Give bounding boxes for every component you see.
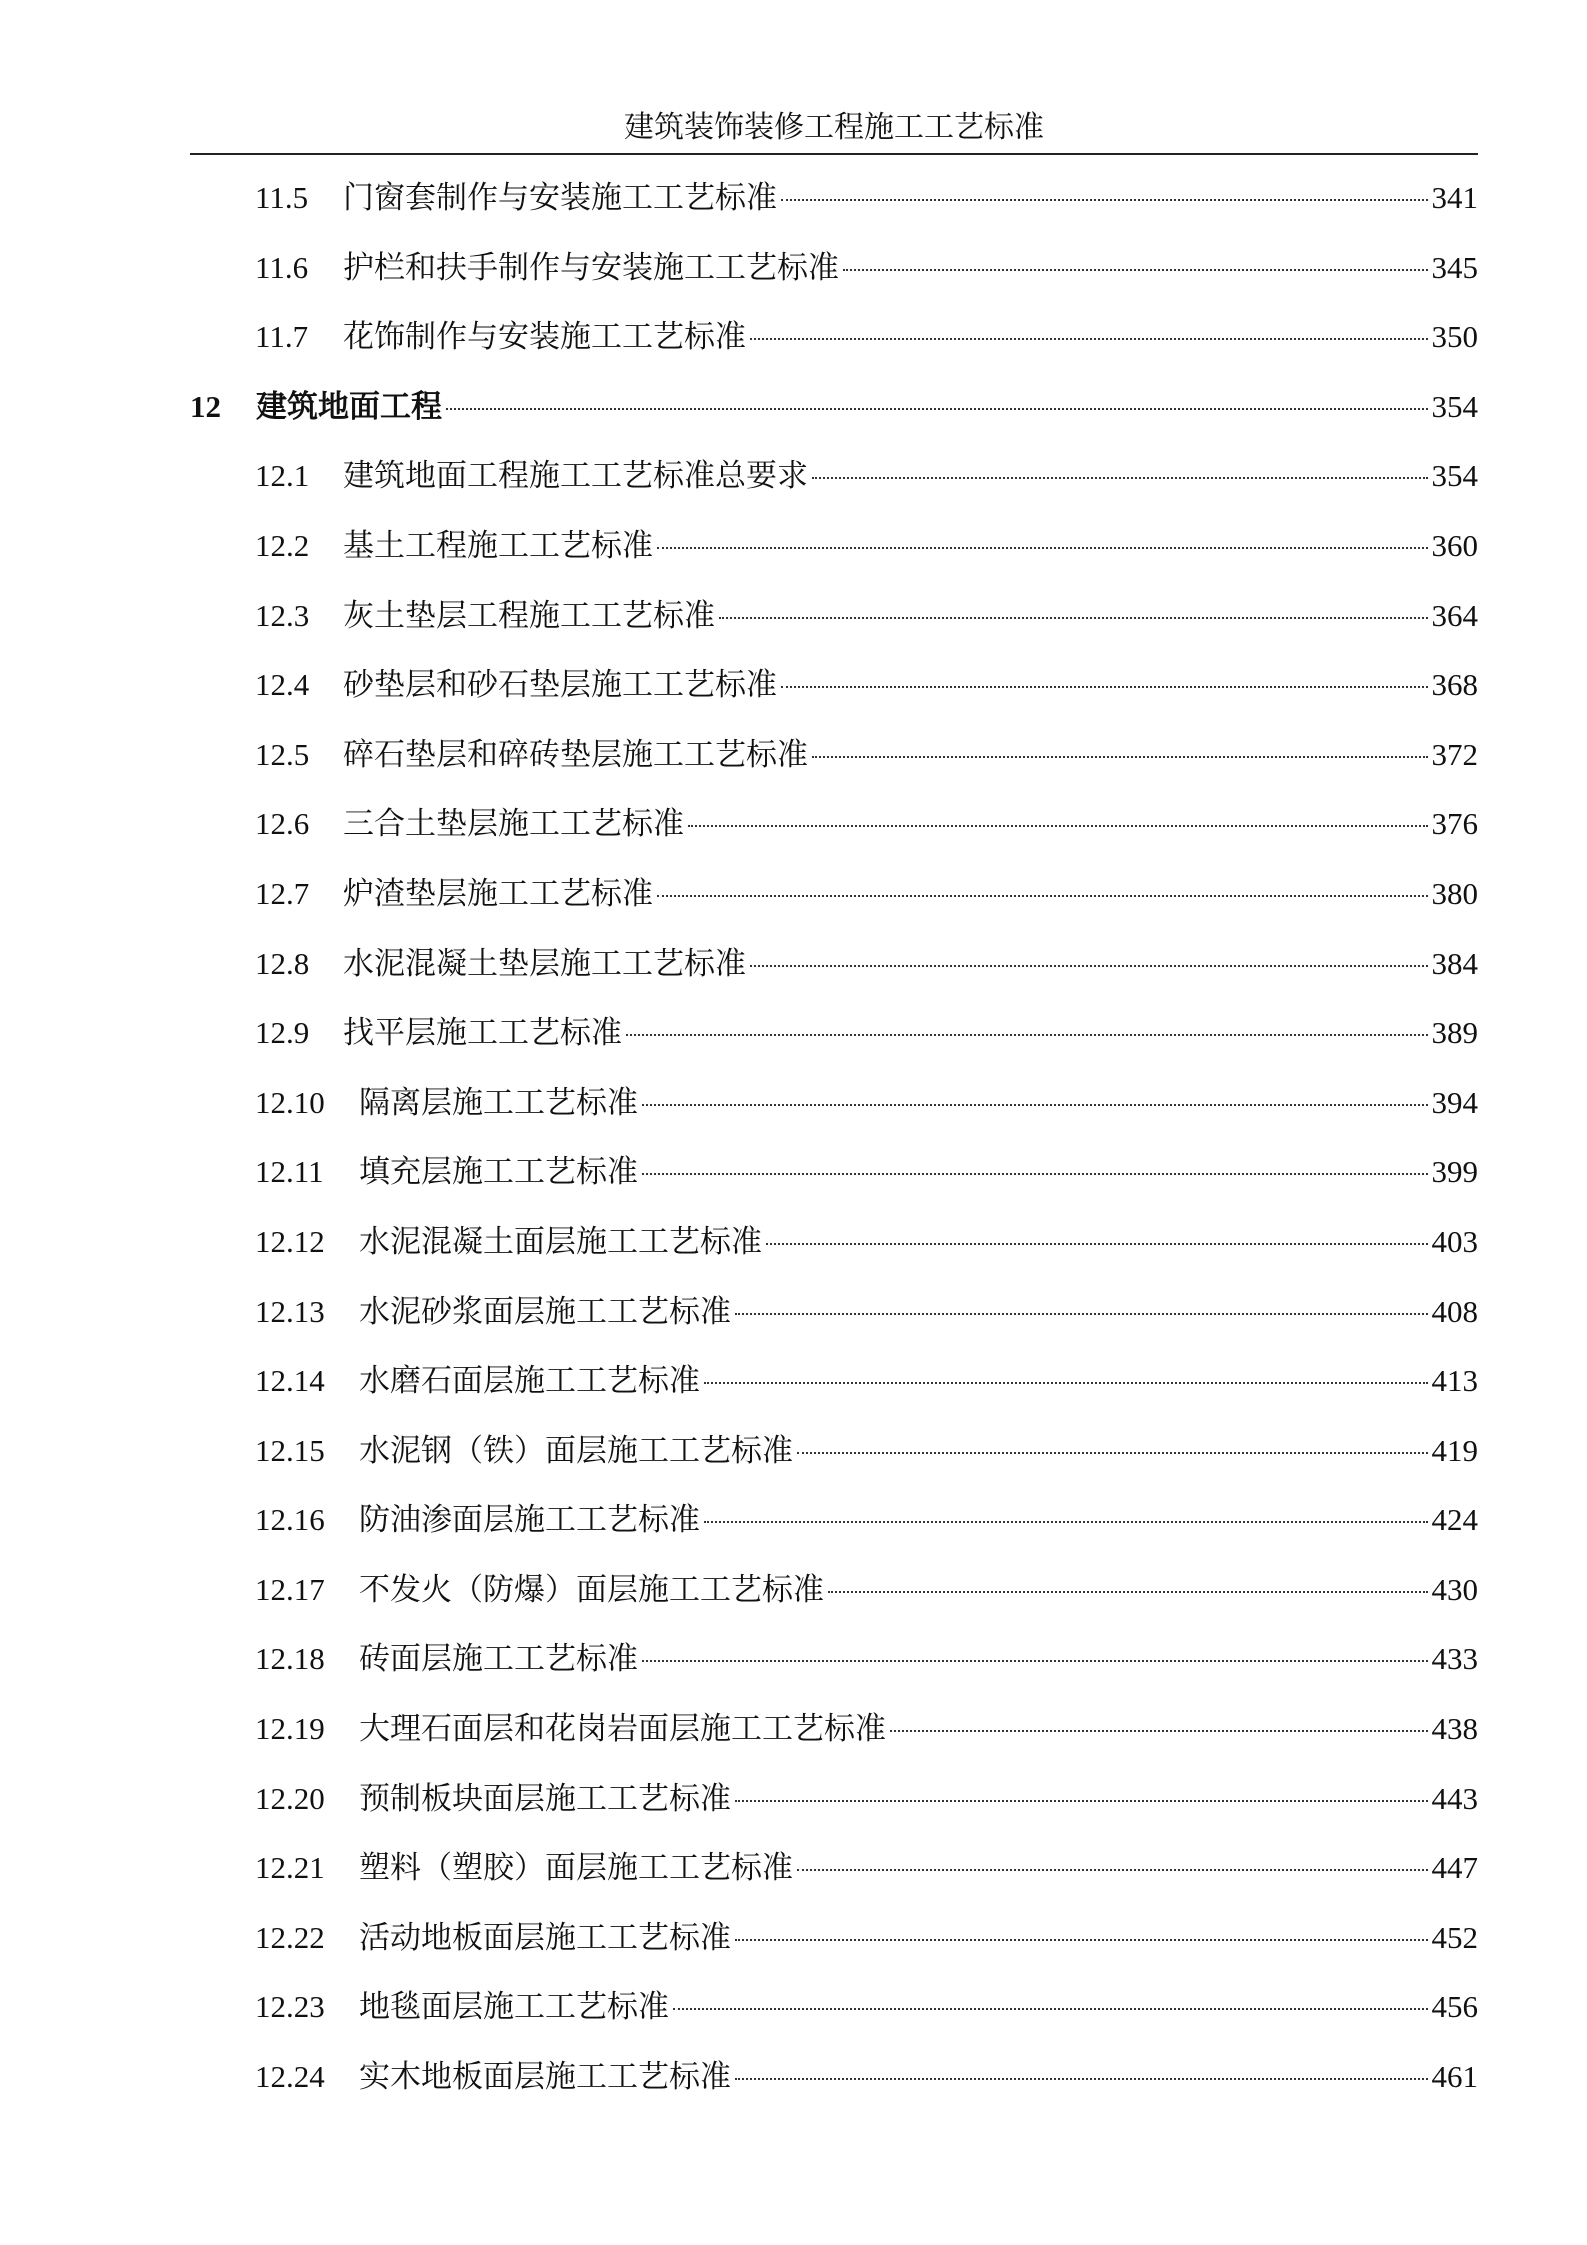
toc-section-entry[interactable] [190, 1152, 1478, 1222]
toc-page-number: 394 [1431, 1084, 1478, 1120]
toc-entry-title: 水泥砂浆面层施工工艺标准 [359, 1293, 731, 1330]
toc-entry-number: 11.7 [255, 319, 309, 355]
toc-dot-leader [704, 1521, 1428, 1523]
toc-section-entry[interactable] [190, 1709, 1478, 1779]
toc-entry-title: 塑料（塑胶）面层施工工艺标准 [359, 1850, 793, 1887]
toc-section-entry[interactable] [190, 1987, 1478, 2057]
toc-page-number: 443 [1431, 1780, 1478, 1816]
toc-entry-title: 隔离层施工工艺标准 [359, 1084, 638, 1121]
toc-entry-number: 12.6 [255, 806, 310, 842]
toc-entry-number: 12.7 [255, 875, 310, 911]
toc-section-entry[interactable] [190, 1222, 1478, 1292]
toc-dot-leader [750, 965, 1428, 967]
toc-entry-number: 12.3 [255, 597, 310, 633]
toc-section-entry[interactable] [190, 1083, 1478, 1153]
toc-entry-number: 12.22 [255, 1919, 325, 1955]
toc-page-number: 430 [1431, 1571, 1478, 1607]
toc-entry-number: 12.2 [255, 527, 310, 563]
toc-page-number: 389 [1431, 1015, 1478, 1051]
toc-entry-title: 实木地板面层施工工艺标准 [359, 2059, 731, 2096]
toc-entry-title: 砂垫层和砂石垫层施工工艺标准 [343, 667, 777, 704]
toc-section-entry[interactable] [190, 1431, 1478, 1501]
header-rule [190, 153, 1478, 155]
toc-entry-title: 填充层施工工艺标准 [359, 1154, 638, 1191]
toc-dot-leader [626, 1034, 1428, 1036]
toc-page-number: 456 [1431, 1989, 1478, 2025]
toc-section-entry[interactable] [190, 1013, 1478, 1083]
toc-page-number: 433 [1431, 1641, 1478, 1677]
toc-chapter-entry[interactable] [190, 387, 1478, 457]
toc-section-entry[interactable] [190, 526, 1478, 596]
toc-page-number: 345 [1431, 249, 1478, 285]
toc-page-number: 403 [1431, 1223, 1478, 1259]
toc-section-entry[interactable] [190, 596, 1478, 666]
toc-section-entry[interactable] [190, 1848, 1478, 1918]
toc-page-number: 408 [1431, 1293, 1478, 1329]
toc-page-number: 372 [1431, 736, 1478, 772]
table-of-contents [190, 178, 1478, 2127]
toc-entry-number: 12.16 [255, 1502, 325, 1538]
toc-section-entry[interactable] [190, 1292, 1478, 1362]
toc-page-number: 424 [1431, 1502, 1478, 1538]
toc-dot-leader [828, 1591, 1428, 1593]
toc-entry-number: 12.10 [255, 1084, 325, 1120]
toc-page-number: 364 [1431, 597, 1478, 633]
toc-entry-title: 碎石垫层和碎砖垫层施工工艺标准 [343, 736, 808, 773]
toc-section-entry[interactable] [190, 804, 1478, 874]
toc-dot-leader [890, 1730, 1428, 1732]
toc-entry-number: 12.4 [255, 667, 310, 703]
toc-dot-leader [704, 1382, 1428, 1384]
toc-entry-title: 灰土垫层工程施工工艺标准 [343, 597, 715, 634]
toc-entry-title: 炉渣垫层施工工艺标准 [343, 875, 653, 912]
toc-dot-leader [642, 1173, 1428, 1175]
toc-dot-leader [735, 1800, 1428, 1802]
toc-section-entry[interactable] [190, 1500, 1478, 1570]
toc-dot-leader [843, 269, 1428, 271]
toc-section-entry[interactable] [190, 1361, 1478, 1431]
toc-page-number: 368 [1431, 667, 1478, 703]
toc-entry-title: 预制板块面层施工工艺标准 [359, 1780, 731, 1817]
toc-entry-title: 大理石面层和花岗岩面层施工工艺标准 [359, 1711, 886, 1748]
toc-page-number: 354 [1431, 458, 1478, 494]
toc-page-number: 341 [1431, 180, 1478, 215]
toc-entry-title: 水泥混凝土面层施工工艺标准 [359, 1223, 762, 1260]
toc-dot-leader [781, 686, 1428, 688]
toc-page-number: 380 [1431, 875, 1478, 911]
toc-entry-number: 12.1 [255, 458, 310, 494]
toc-entry-title: 水泥混凝土垫层施工工艺标准 [343, 945, 746, 982]
toc-entry-title: 护栏和扶手制作与安装施工工艺标准 [343, 249, 839, 286]
toc-entry-title: 花饰制作与安装施工工艺标准 [343, 319, 746, 356]
toc-entry-number: 11.5 [255, 180, 309, 215]
toc-section-entry[interactable] [190, 1779, 1478, 1849]
toc-entry-title: 建筑地面工程 [256, 388, 442, 425]
toc-section-entry[interactable] [190, 456, 1478, 526]
toc-section-entry[interactable] [190, 248, 1478, 318]
toc-entry-number: 12.24 [255, 2059, 325, 2095]
toc-dot-leader [812, 477, 1428, 479]
toc-entry-title: 基土工程施工工艺标准 [343, 527, 653, 564]
toc-dot-leader [735, 1939, 1428, 1941]
toc-page-number: 461 [1431, 2059, 1478, 2095]
toc-page-number: 360 [1431, 527, 1478, 563]
toc-section-entry[interactable] [190, 1918, 1478, 1988]
toc-section-entry[interactable] [190, 2057, 1478, 2127]
toc-entry-number: 12.14 [255, 1363, 325, 1399]
toc-page-number: 438 [1431, 1711, 1478, 1747]
toc-dot-leader [797, 1452, 1428, 1454]
toc-entry-title: 建筑地面工程施工工艺标准总要求 [343, 458, 808, 495]
toc-entry-title: 防油渗面层施工工艺标准 [359, 1502, 700, 1539]
toc-dot-leader [781, 199, 1428, 201]
toc-entry-number: 12.17 [255, 1571, 325, 1607]
toc-entry-number: 12.20 [255, 1780, 325, 1816]
toc-dot-leader [735, 2078, 1428, 2080]
toc-section-entry[interactable] [190, 735, 1478, 805]
toc-dot-leader [797, 1869, 1428, 1871]
toc-entry-title: 门窗套制作与安装施工工艺标准 [343, 180, 777, 216]
toc-entry-number: 12.8 [255, 945, 310, 981]
toc-section-entry[interactable] [190, 317, 1478, 387]
toc-page-number: 447 [1431, 1850, 1478, 1886]
toc-entry-title: 三合土垫层施工工艺标准 [343, 806, 684, 843]
toc-page-number: 350 [1431, 319, 1478, 355]
toc-entry-number: 12.11 [255, 1154, 324, 1190]
toc-section-entry[interactable] [190, 874, 1478, 944]
toc-page-number: 376 [1431, 806, 1478, 842]
toc-entry-number: 12.15 [255, 1432, 325, 1468]
toc-entry-number: 12.12 [255, 1223, 325, 1259]
toc-dot-leader [735, 1313, 1428, 1315]
toc-dot-leader [657, 895, 1428, 897]
toc-dot-leader [766, 1243, 1428, 1245]
toc-entry-number: 12.9 [255, 1015, 310, 1051]
toc-entry-title: 活动地板面层施工工艺标准 [359, 1919, 731, 1956]
toc-dot-leader [657, 547, 1428, 549]
toc-page-number: 354 [1431, 388, 1478, 424]
toc-section-entry[interactable] [190, 1639, 1478, 1709]
toc-entry-number: 12.23 [255, 1989, 325, 2025]
toc-page-number: 413 [1431, 1363, 1478, 1399]
toc-entry-number: 12.5 [255, 736, 310, 772]
toc-page-number: 452 [1431, 1919, 1478, 1955]
toc-entry-number: 12.21 [255, 1850, 325, 1886]
toc-section-entry[interactable] [190, 1570, 1478, 1640]
toc-entry-number: 12 [190, 388, 221, 424]
toc-entry-title: 地毯面层施工工艺标准 [359, 1989, 669, 2026]
toc-dot-leader [750, 338, 1428, 340]
toc-page-number: 399 [1431, 1154, 1478, 1190]
toc-entry-number: 12.18 [255, 1641, 325, 1677]
toc-dot-leader [673, 2008, 1428, 2010]
toc-page-number: 419 [1431, 1432, 1478, 1468]
toc-entry-title: 水磨石面层施工工艺标准 [359, 1363, 700, 1400]
toc-entry-title: 不发火（防爆）面层施工工艺标准 [359, 1571, 824, 1608]
toc-section-entry[interactable] [190, 665, 1478, 735]
toc-dot-leader [642, 1660, 1428, 1662]
toc-entry-number: 12.19 [255, 1711, 325, 1747]
toc-dot-leader [719, 617, 1428, 619]
toc-entry-number: 11.6 [255, 249, 309, 285]
toc-entry-title: 找平层施工工艺标准 [343, 1015, 622, 1052]
toc-entry-number: 12.13 [255, 1293, 325, 1329]
toc-dot-leader [446, 408, 1428, 410]
toc-page-number: 384 [1431, 945, 1478, 981]
toc-dot-leader [812, 756, 1428, 758]
toc-entry-title: 水泥钢（铁）面层施工工艺标准 [359, 1432, 793, 1469]
toc-section-entry[interactable] [190, 178, 1478, 248]
toc-section-entry[interactable] [190, 944, 1478, 1014]
toc-entry-title: 砖面层施工工艺标准 [359, 1641, 638, 1678]
toc-dot-leader [688, 825, 1428, 827]
toc-dot-leader [642, 1104, 1428, 1106]
running-header: 建筑装饰装修工程施工工艺标准 [624, 110, 1044, 145]
